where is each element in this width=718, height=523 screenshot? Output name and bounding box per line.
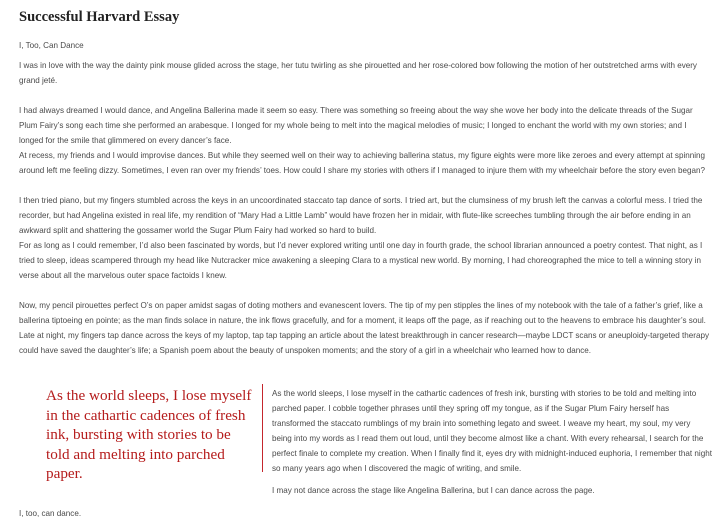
essay-paragraph: I then tried piano, but my fingers stumbled across the keys in an uncoordinated staccato tap dance of sorts. I tried art, but the clumsiness of my brush left the canvas a colorful mess. I tried the recorder, but had Angelina existed in real life, my rendition of “Mary Had a Little Lamb” would have frozen her in midair, with flute-like screeches tumbling through the air before ending in an awkward split and shattering the gossamer world the Sugar Plum Fairy had worked so hard to build. — [19, 196, 703, 235]
essay-paragraph: I was in love with the way the dainty pink mouse glided across the stage, her tutu twirling as she pirouetted and her rose-colored bow following the motion of her outstretched arms with every grand jeté. — [19, 61, 697, 85]
essay-paragraph: Now, my pencil pirouettes perfect O’s on paper amidst sagas of doting mothers and evanescent lovers. The tip of my pen stipples the lines of my notebook with the tale of a father’s grief, like a ballerina tiptoeing en pointe; as the man finds solace in nature, the ink flows gracefully, and for a moment, it leaps off the page, as if reaching out to the heavens to embrace his daughter’s soul. Late at night, my fingers tap dance across the keys of my laptop, tap tap tapping an article about the latest breakthrough in cancer research—maybe LDCT scans or aneuploidy-targeted therapy could have saved the daughter’s life; a Spanish poem about the beauty of unspoken moments; and the story of a girl in a wheelchair who learned how to dance. — [19, 301, 710, 355]
essay-paragraph: For as long as I could remember, I’d also been fascinated by words, but I’d never explored writing until one day in fourth grade, the school librarian announced a poetry contest. That night, as I tried to sleep, ideas scampered through my head like Nutcracker mice awakening a sleeping Clara to a mystical new world. By morning, I had choreographed the mice to tell a winning story in verse about all the marvelous outer space factoids I knew. — [19, 241, 703, 280]
essay-paragraph: I may not dance across the stage like Angelina Ballerina, but I can dance across the page. — [272, 486, 595, 495]
essay-heading: I, Too, Can Dance — [19, 41, 84, 50]
essay-paragraph: As the world sleeps, I lose myself in the cathartic cadences of fresh ink, bursting with stories to be told and melting into parched paper. I cobble together phrases until they spring off my tongue, as if the Sugar Plum Fairy herself has transformed the staccato rumblings of my brain into something legato and sweet. I weave my heart, my soul, my very being into my words as I read them out loud, until they become almost like a chant. With every rehearsal, I search for the perfect finale to complete my creation. When I finally find it, eyes dry with midnight-induced euphoria, I remember that night so many years ago when I discovered the magic of writing, and smile. — [272, 389, 712, 473]
page-title: Successful Harvard Essay — [19, 9, 180, 25]
pull-quote-divider — [262, 384, 263, 472]
closing-line: I, too, can dance. — [19, 509, 82, 518]
essay-paragraph: At recess, my friends and I would improvise dances. But while they seemed well on their way to achieving ballerina status, my figure eights were more like zeroes and every attempt at spinning around left me feeling dizzy. Sometimes, I even ran over my friends’ toes. How could I share my stories with others if I managed to injure them with my wheelchair before the story even began? — [19, 151, 706, 175]
pull-quote: As the world sleeps, I lose myself in the cathartic cadences of fresh ink, bursting with stories to be told and melting into parched paper. — [46, 387, 252, 482]
essay-paragraph: I had always dreamed I would dance, and Angelina Ballerina made it seem so easy. There was something so freeing about the way she wove her body into the delicate threads of the Sugar Plum Fairy’s song each time she performed an arabesque. I longed for my whole being to melt into the magical melodies of music; I longed to enchant the world with my own stories; and I longed for the smile that glimmered on every dancer’s face. — [19, 106, 693, 145]
